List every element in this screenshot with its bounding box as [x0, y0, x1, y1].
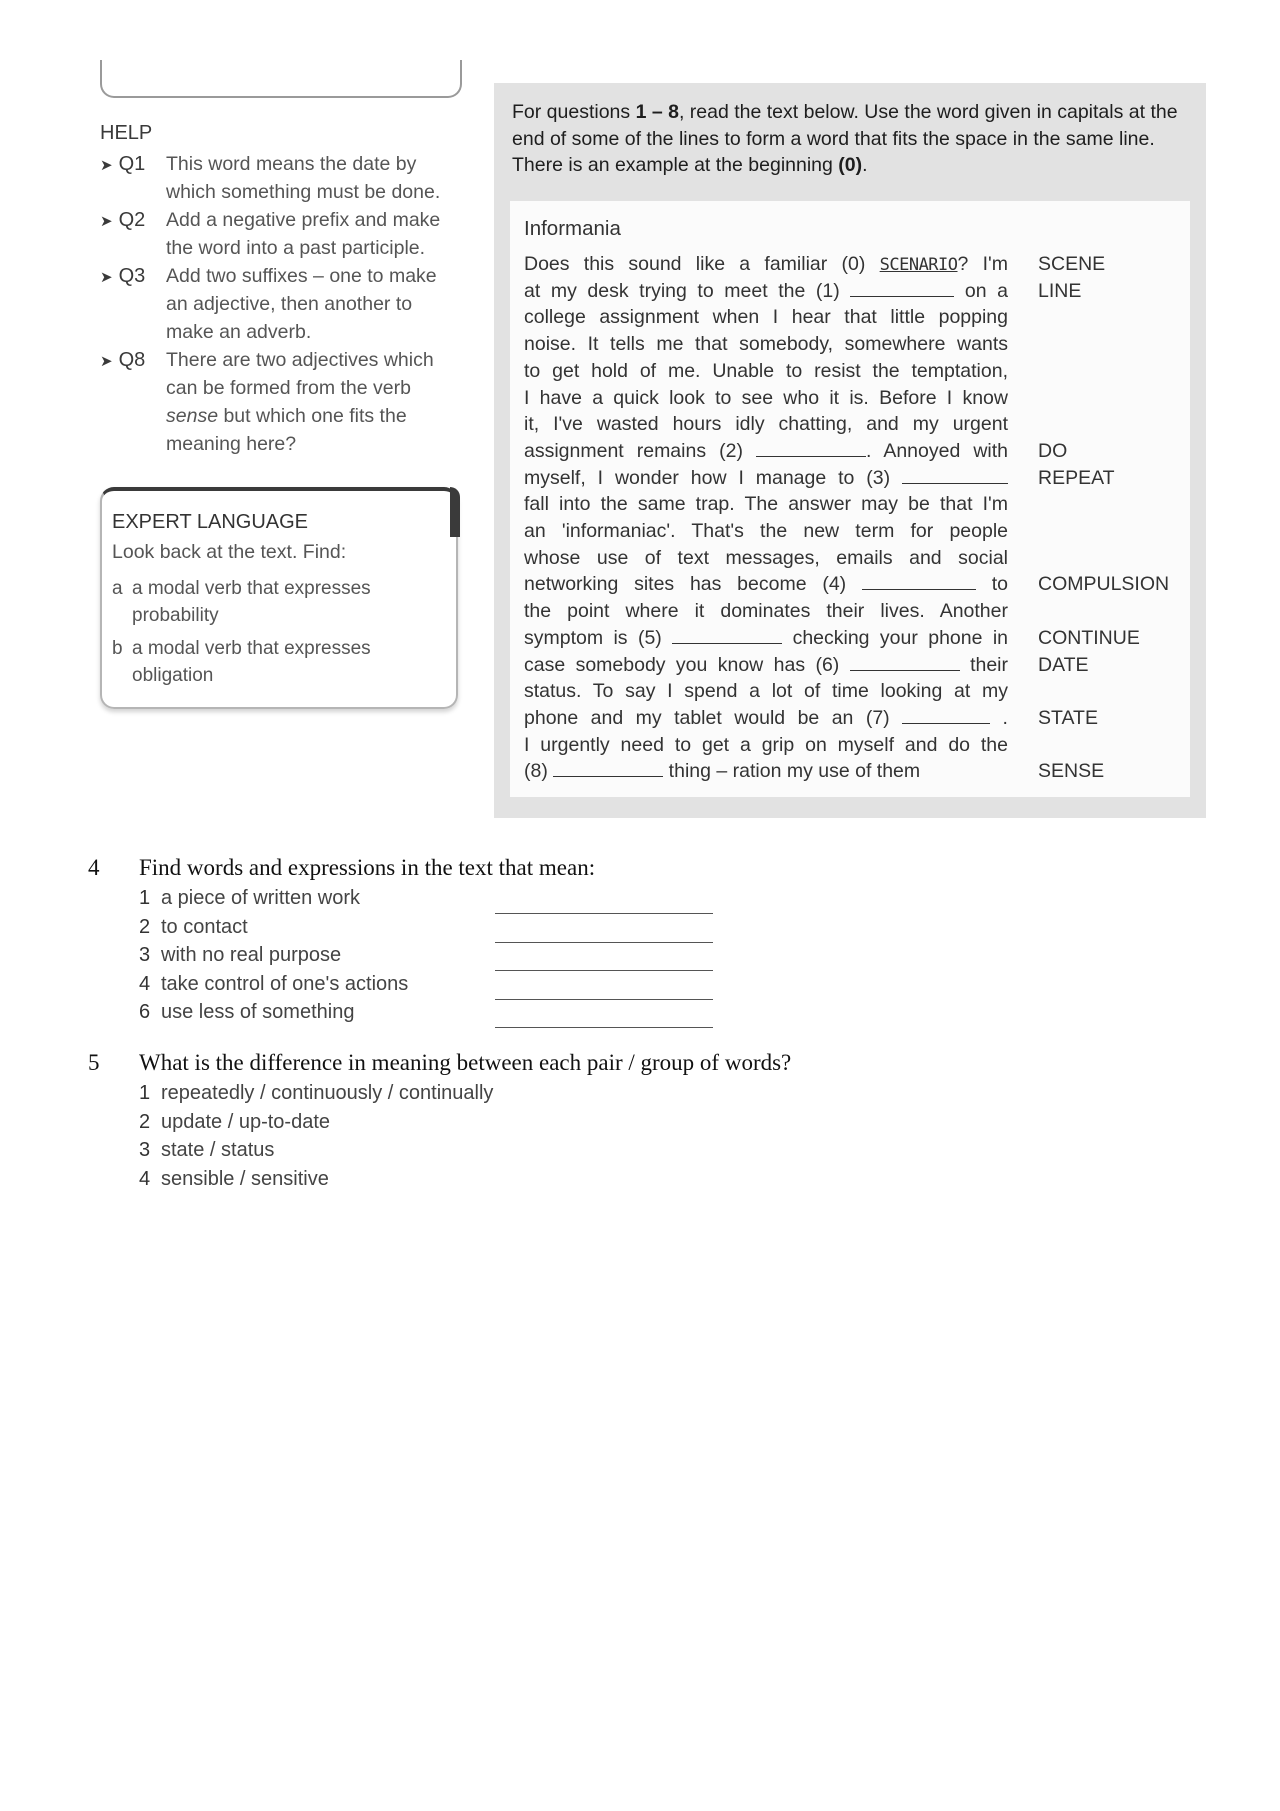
exercise-4-number: 4	[88, 855, 100, 880]
item-text: use less of something	[161, 1001, 355, 1023]
item-text: a modal verb that expresses obligation	[132, 638, 371, 686]
text-line	[524, 707, 1008, 730]
example-answer: SCENARIO	[879, 255, 958, 275]
exercise-4-item	[139, 887, 360, 910]
exercise-5-item	[139, 1111, 330, 1134]
gap-number: (5)	[637, 626, 662, 649]
answer-gap-6[interactable]	[850, 654, 960, 671]
line-text: checking your phone in	[782, 626, 1009, 649]
line-text: phone and my tablet would be an	[524, 706, 866, 729]
help-list	[100, 150, 460, 458]
expert-language-title: EXPERT LANGUAGE	[112, 511, 308, 533]
text-line: to get hold of me. Unable to resist the temptation,	[524, 359, 1008, 382]
item-text: take control of one's actions	[161, 972, 409, 995]
text-line: whose use of text messages, emails and social	[524, 546, 1008, 569]
item-text: sensible / sensitive	[161, 1167, 329, 1190]
keyword: REPEAT	[1038, 466, 1115, 489]
expert-language-box	[100, 487, 458, 709]
item-text: state / status	[161, 1139, 275, 1161]
keyword: DO	[1038, 439, 1068, 462]
help-text: Add a negative prefix and make the word into a past participle.	[166, 209, 441, 259]
exercise-4-item	[139, 944, 341, 967]
box-tab-decoration	[450, 487, 460, 537]
text-line: the point where it dominates their lives. Another	[524, 600, 1008, 623]
text-line	[524, 573, 1008, 596]
exercise-5-heading: What is the difference in meaning between each pair / group of words?	[139, 1050, 792, 1075]
exercise-4-item	[139, 973, 408, 996]
help-text: This word means the date by which something must be done.	[166, 153, 441, 203]
help-item	[100, 150, 460, 206]
chevron-right-icon: ➤	[100, 353, 113, 370]
gap-number: (0)	[841, 253, 866, 275]
line-text: their	[959, 653, 1008, 676]
help-text: There are two adjectives which can be formed from the verb sense but which one fits the meaning here?	[166, 349, 434, 455]
task-instructions: For questions 1 – 8, read the text below. Use the word given in capitals at the end of some of the lines to form a word that fits the space in the same line. There is an example at the beginning (0).	[512, 101, 1178, 176]
text-line: I urgently need to get a grip on myself and do the	[524, 733, 1008, 756]
keyword: COMPULSION	[1038, 573, 1170, 596]
help-item	[100, 206, 460, 262]
help-item	[100, 346, 460, 458]
keyword: DATE	[1038, 653, 1089, 676]
text-line: college assignment when I hear that little popping	[524, 306, 1008, 329]
item-text: update / up-to-date	[161, 1110, 331, 1133]
exercise-5-item	[139, 1082, 493, 1105]
item-text: repeatedly / continuously / continually	[161, 1082, 494, 1104]
gap-number: (4)	[822, 573, 847, 596]
gap-number: (1)	[815, 279, 840, 302]
gap-number: (6)	[815, 653, 840, 676]
answer-line[interactable]	[495, 1027, 713, 1028]
exercise-4-heading: Find words and expressions in the text that mean:	[139, 855, 596, 880]
item-number: 3	[139, 944, 151, 966]
gap-number: (8)	[524, 760, 548, 783]
gap-number: (3)	[866, 466, 891, 489]
help-question-number: Q2	[118, 209, 146, 231]
item-number: 2	[139, 915, 151, 938]
line-text: symptom is	[524, 626, 638, 649]
item-text: with no real purpose	[161, 944, 342, 966]
expert-item	[112, 635, 442, 689]
help-question-number: Q3	[118, 265, 146, 287]
answer-line[interactable]	[495, 999, 713, 1000]
answer-line[interactable]	[495, 970, 713, 971]
answer-line[interactable]	[495, 942, 713, 943]
item-number: 3	[139, 1139, 151, 1161]
line-text: .	[990, 706, 1008, 729]
keyword: SCENE	[1038, 253, 1106, 275]
keyword: CONTINUE	[1038, 626, 1140, 649]
panel-top-border	[100, 60, 462, 98]
help-text: Add two suffixes – one to make an adjective, then another to make an adverb.	[166, 265, 437, 343]
help-title: HELP	[100, 122, 153, 144]
task-panel	[494, 83, 1206, 818]
line-text: ? I'm	[957, 253, 1009, 275]
item-number: 6	[139, 1001, 151, 1023]
answer-gap-2[interactable]	[756, 440, 866, 457]
keyword: SENSE	[1038, 760, 1105, 783]
text-line	[524, 440, 1008, 463]
gap-number: (7)	[865, 706, 890, 729]
text-line: an 'informaniac'. That's the new term for people	[524, 520, 1008, 542]
text-title: Informania	[524, 217, 621, 240]
item-text: to contact	[161, 915, 248, 938]
item-number: 4	[139, 1167, 151, 1190]
keyword: STATE	[1038, 706, 1098, 729]
expert-language-list	[112, 575, 442, 695]
text-line	[524, 467, 1008, 490]
gap-number: (2)	[719, 439, 743, 462]
answer-gap-1[interactable]	[850, 280, 954, 297]
item-text: a piece of written work	[161, 887, 360, 909]
chevron-right-icon: ➤	[100, 157, 113, 174]
item-number: 2	[139, 1110, 151, 1133]
line-text: at my desk trying to meet the	[524, 279, 816, 302]
text-line	[524, 627, 1008, 650]
answer-gap-8[interactable]	[553, 760, 663, 777]
item-letter: a	[112, 578, 123, 599]
keyword: LINE	[1038, 279, 1082, 302]
line-text: on a	[954, 279, 1008, 302]
exercise-5-item	[139, 1168, 329, 1191]
help-item	[100, 262, 460, 346]
text-line	[524, 253, 1008, 276]
text-line	[524, 280, 1008, 303]
exercise-5-number: 5	[88, 1050, 100, 1075]
line-text: case somebody you know has	[524, 653, 816, 676]
item-letter: b	[112, 638, 123, 659]
exercise-4-item	[139, 916, 248, 939]
line-text: to	[975, 573, 1008, 596]
text-line: status. To say I spend a lot of time looking at my	[524, 680, 1008, 703]
expert-language-intro: Look back at the text. Find:	[112, 541, 347, 563]
line-text: thing – ration my use of them	[663, 760, 921, 783]
line-text: . Annoyed with	[865, 439, 1008, 462]
help-question-number: Q1	[118, 153, 146, 175]
item-number: 1	[139, 887, 151, 909]
line-text: networking sites has become	[524, 573, 823, 596]
answer-line[interactable]	[495, 913, 713, 914]
line-text: myself, I wonder how I manage to	[524, 466, 867, 489]
text-line	[524, 654, 1008, 677]
reading-text-card	[510, 201, 1190, 797]
line-text: Does this sound like a familiar	[524, 253, 842, 275]
answer-gap-7[interactable]	[902, 707, 990, 724]
exercise-4-item	[139, 1001, 354, 1024]
text-line: noise. It tells me that somebody, somewhere wants	[524, 333, 1008, 356]
answer-gap-5[interactable]	[672, 627, 782, 644]
exercise-5-item	[139, 1139, 274, 1162]
line-text: assignment remains	[524, 439, 720, 462]
answer-gap-4[interactable]	[862, 573, 976, 590]
text-line: it, I've wasted hours idly chatting, and my urgent	[524, 413, 1008, 436]
text-line	[524, 760, 1008, 783]
expert-item	[112, 575, 442, 629]
item-number: 1	[139, 1082, 151, 1104]
help-question-number: Q8	[118, 349, 146, 371]
text-line: fall into the same trap. The answer may be that I'm	[524, 493, 1008, 516]
chevron-right-icon: ➤	[100, 269, 113, 286]
text-line: I have a quick look to see who it is. Before I know	[524, 386, 1008, 409]
chevron-right-icon: ➤	[100, 213, 113, 230]
item-number: 4	[139, 972, 151, 995]
item-text: a modal verb that expresses probability	[132, 578, 371, 626]
answer-gap-3[interactable]	[902, 467, 1008, 484]
